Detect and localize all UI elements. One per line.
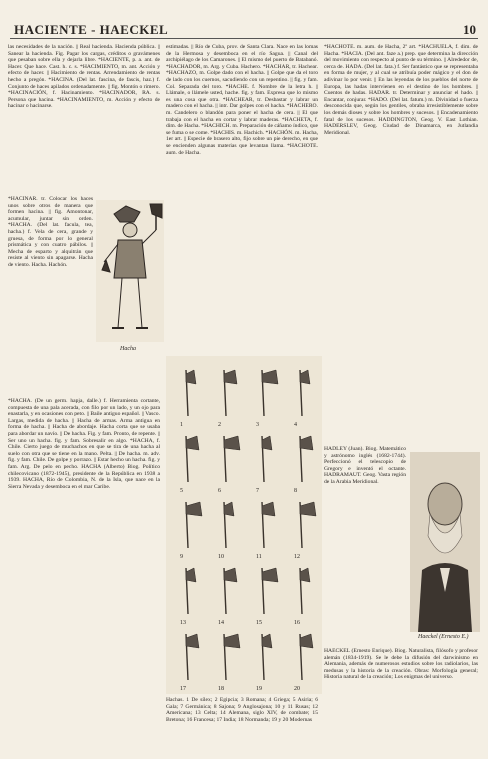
entry-text: *HACHOTE. m. aum. de Hacha, 2º art. *HACHUELA, f. dim. de Hacha. *HACIA. (Del ant. faze a.) prep. que determina la dirección del movimiento con respecto al punto de su término. || Alrededor de, cerca de. HADA. (Del lat. fata.) f. Ser fantástico que se representaba en forma de mujer, y al cual se atribuía poder mágico y el don de adivinar lo por venir. || En las leyendas de los pueblos del norte de Europa, las hadas intervienen en el destino de los hombres. || Cuentos de hadas. HADAR. tr. Determinar y anunciar el hado. || Encantar, conjurar. *HADO. (Del lat. fatum.) m. Divinidad o fuerza desconocida que, según los gentiles, obraba irresistiblemente sobre los demás dioses y sobre los hombres y sucesos. || Encadenamiento fatal de los sucesos. HADDINGTON, Geog. V. East Lothian. HADERSLEV, Geog. Ciudad de Dinamarca, en Jutlandia Meridional. [324,44,478,136]
axe-number-label: 10 [218,554,224,560]
axe-number-label: 13 [180,620,186,626]
axes-caption: Hachas. 1 De sílex; 2 Egipcia; 3 Romana; 4 Griega; 5 Asiria; 6 Gala; 7 Germánica; 8 Sajona; 9 Anglosajona; 10 y 11 Rusas; 12 Americana; 13 Celta; 14 Alemana, siglo XIV, de combate; 15 Bretona; 16 Francesa; 17 India; 18 Normanda; 19 y 20 Modernas [166,697,318,723]
axe-number-label: 12 [294,554,300,560]
entry-text: *HACHA. (De un germ. hapja, dalle.) f. Herramienta cortante, compuesta de una pala acerada, con filo por un lado, y un ojo para enastarla, y en ocasiones con peto. || Baile antiguo español. || Vasco. Largas, medida de hacha. || Hacha de armas. Arma antigua en forma de hacha. || Hacha de abordaje. Hacha corta que se usaba para abordar un navío. || De hacha. Fig. y fam. Pronto, de repente. || Ser uno un hacha. fig. y fam. Sobresalir en algo. *HACHA, f. Chile. Cierto juego de muchachos en que se tira de una hacha al suelo con otra que se tiene en la mano. Pelta. || De hacha. m. adv. fig. y fam. Chile. De golpe y porrazo. || Estar hecho un hacha. fig. y fam. Arg. De pelo en pecho. HACHA (Alberto) Biog. Político chilecovicano (1872-1945), presidente de la República en 1938 a 1939. HACHA, Río de Colombia, N. de la Isla, que nace en la Sierra Nevada y desemboca en el mar Caribe. [8,398,160,490]
axe-number-label: 1 [180,422,183,428]
axe-number-label: 14 [218,620,224,626]
running-header [10,22,478,39]
column-3-text [324,44,478,444]
warrior-with-axe-illustration [96,200,164,342]
haeckel-portrait [410,452,480,632]
axe-number-label: 17 [180,686,186,692]
axe-number-label: 8 [294,488,297,494]
axe-number-label: 18 [218,686,224,692]
column-3b-text [324,446,406,646]
entry-text: HADLEY (Juan). Biog. Matemático y astrónomo inglés (1682-1744). Perfeccionó el telescopio de Gregory e inventó el octante. HADRAMAUT. Geog. Vasta región de la Arabia Meridional. [324,446,406,485]
axe-number-label: 5 [180,488,183,494]
entry-text: estimadas. || Río de Cuba, prov. de Santa Clara. Nace en las lomas de la Hermosa y desemboca en el río Sagua. || Canal del archipiélago de los Camarones. || El mismo del puerto de Batabanó. *HACHADOR, m. Arg. y Cuba. Hachero. *HACHAR, tr. Hachear. *HACHAZO, m. Golpe dado con el hacha. || Golpe que da el toro de lado con los cuernos, sacudiendo con un repentino. || fig. y fam. Col. Separada del toro. *HACHE. f. Nombre de la letra h. || Llámale, o llámele usted, hache. fig. y fam. Expresa que lo mismo es una cosa que otra. *HACHEAR, tr. Desbastar y labrar un madero con el hacha. || intr. Dar golpes con el hacha. *HACHERO. m. Candelero o blandón para poner el hacha de cera. || El que trabaja con el hacha en cortar y labrar maderas. *HACHETA, f. dim. de Hacha. *HACHICH. m. Preparación de cáñamo índico, que se fuma o se come. *HACHIS. m. Hachich. *HACHÓN. m. Hacha, 1er art. || Especie de brasero alto, fijo sobre un pie derecho, en que se encienden algunas materias que levantan llama. *HACHOTE. aum. de Hacha. [166,44,318,156]
page-title: HACIENTE - HAECKEL [14,22,169,37]
entry-text: HAECKEL (Ernesto Enrique). Biog. Naturalista, filósofo y profesor alemán (1834-1919). Se le debe la difusión del darwinismo en Alemania, además de numerosos estudios sobre los radiolarios, las medusas y la historia de la creación. Obras: Morfología general; Historia natural de la creación; Los enigmas del universo. [324,648,478,681]
warrior-caption: Hacha [120,346,136,352]
entry-text: *HACINAR. tr. Colocar los haces unos sobre otros de manera que formen hacina. || fig. Amontonar, acumular, juntar sin orden. *HACHA. (Del lat. facula, tea, hacha.) f. Vela de cera, grande y gruesa, de forma por lo general prismática y con cuatro pábilos. || Mecha de esparto y alquitrán que resiste al viento sin apagarse. Hacha de viento. Hacha. Hachón. [8,196,93,268]
axe-number-label: 19 [256,686,262,692]
column-2-text [166,44,318,354]
axe-number-label: 6 [218,488,221,494]
axe-number-label: 16 [294,620,300,626]
column-1c-text [8,398,160,743]
portrait-caption: Haeckel (Ernesto E.) [418,634,469,640]
column-1-text [8,44,160,194]
axe-number-label: 11 [256,554,262,560]
column-3c-text [324,648,478,748]
axe-number-label: 3 [256,422,259,428]
axe-number-label: 4 [294,422,297,428]
entry-text: las necesidades de la nación. || Real hacienda. Hacienda pública. || Sanear la hacienda. Fig. Pagar los cargas, créditos o gravámenes que pesaban sobre ella y dejarla libre. *HACIENTE, p. a. ant. de Hacer. Que hace. Cast. h. c. s. *HACIMIENTO, m. ant. Acción y efecto de hacer. || Hacimiento de rentas. Arrendamiento de rentas hecho a pregón. *HACINA. (Del lat. fascina, de fascis, haz.) f. Conjunto de haces apilados ordenadamente. || fig. Montón o rimero. *HACINACIÓN, f. Hacinamiento. *HACINADOR, RA. s. Persona que hacina. *HACINAMIENTO, m. Acción y efecto de hacinar o hacinarse. [8,44,160,110]
axe-number-label: 9 [180,554,183,560]
axe-number-label: 15 [256,620,262,626]
axes-plate-illustration [166,356,322,694]
axe-number-label: 20 [294,686,300,692]
page-number: 10 [463,22,476,37]
column-1b-text [8,196,93,396]
axe-number-label: 7 [256,488,259,494]
axe-number-label: 2 [218,422,221,428]
